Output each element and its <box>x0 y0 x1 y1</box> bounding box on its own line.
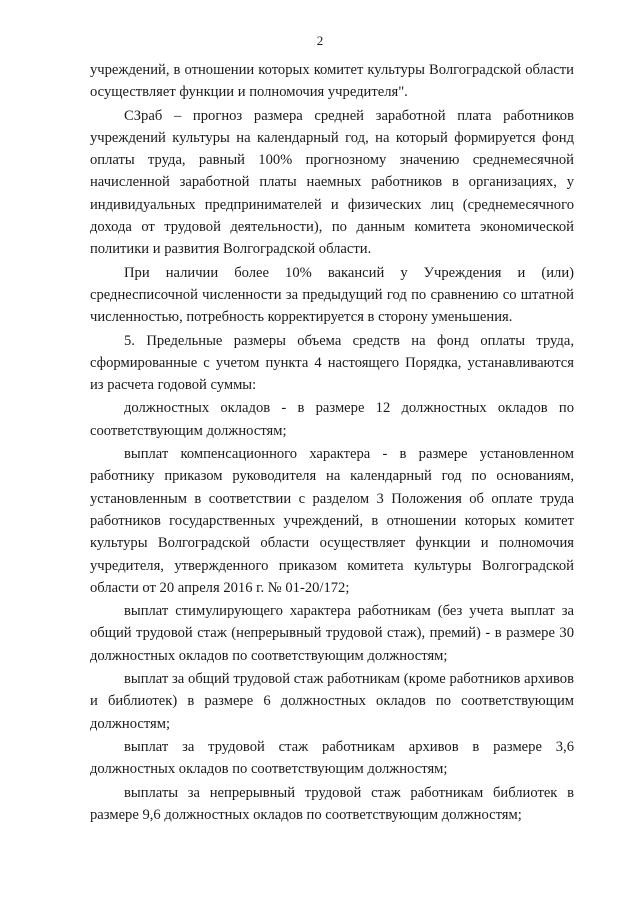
document-body <box>90 59 574 826</box>
paragraph-general-seniority: выплат за общий трудовой стаж работникам (кроме работников архивов и библиотек) в размере 6 должностных окладов по соответствующим должностям; <box>90 671 574 732</box>
paragraph-continuation: учреждений, в отношении которых комитет культуры Волгоградской области осуществляет функции и полномочия учредителя". <box>90 62 574 101</box>
paragraph-point-5: 5. Предельные размеры объема средств на фонд оплаты труда, сформированные с учетом пункта 4 настоящего Порядка, устанавливаются из расчета годовой суммы: <box>90 332 574 394</box>
page-number: 2 <box>316 33 324 48</box>
paragraph-official-salaries: должностных окладов - в размере 12 должностных окладов по соответствующим должностям; <box>90 400 574 439</box>
paragraph-archive-seniority: выплат за трудовой стаж работникам архивов в размере 3,6 должностных окладов по соответствующим должностям; <box>90 738 574 778</box>
paragraph-vacancies: При наличии более 10% вакансий у Учреждения и (или) среднесписочной численности за предыдущий год по сравнению со штатной численностью, потребность корректируется в сторону уменьшения. <box>90 264 574 326</box>
paragraph-compensation-payments: выплат компенсационного характера - в размере установленном работнику приказом руководителя на календарный год по основаниям, установленным в соответствии с разделом 3 Положения об оплате труда работников государственных учреждений, в отношении которых комитет культуры Волгоградской области осуществляет функции и полномочия учредителя, утвержденного приказом комитета культуры Волгоградской области от 20 апреля 2016 г. № 01-20/172; <box>90 446 574 596</box>
paragraph-library-seniority: выплаты за непрерывный трудовой стаж работникам библиотек в размере 9,6 должностных окладов по соответствующим должностям; <box>90 784 574 823</box>
paragraph-incentive-payments: выплат стимулирующего характера работникам (без учета выплат за общий трудовой стаж (непрерывный трудовой стаж), премий) - в размере 30 должностных окладов по соответствующим должностям; <box>90 603 574 664</box>
paragraph-szrab-definition: СЗраб – прогноз размера средней заработной плата работников учреждений культуры на календарный год, на который формируется фонд оплаты труда, равный 100% прогнозному значению среднемесячной начисленной заработной платы наемных работников в организациях, у индивидуальных предпринимателей и физических лиц (среднемесячного дохода от трудовой деятельности), по данным комитета экономической политики и развития Волгоградской области. <box>90 107 574 258</box>
